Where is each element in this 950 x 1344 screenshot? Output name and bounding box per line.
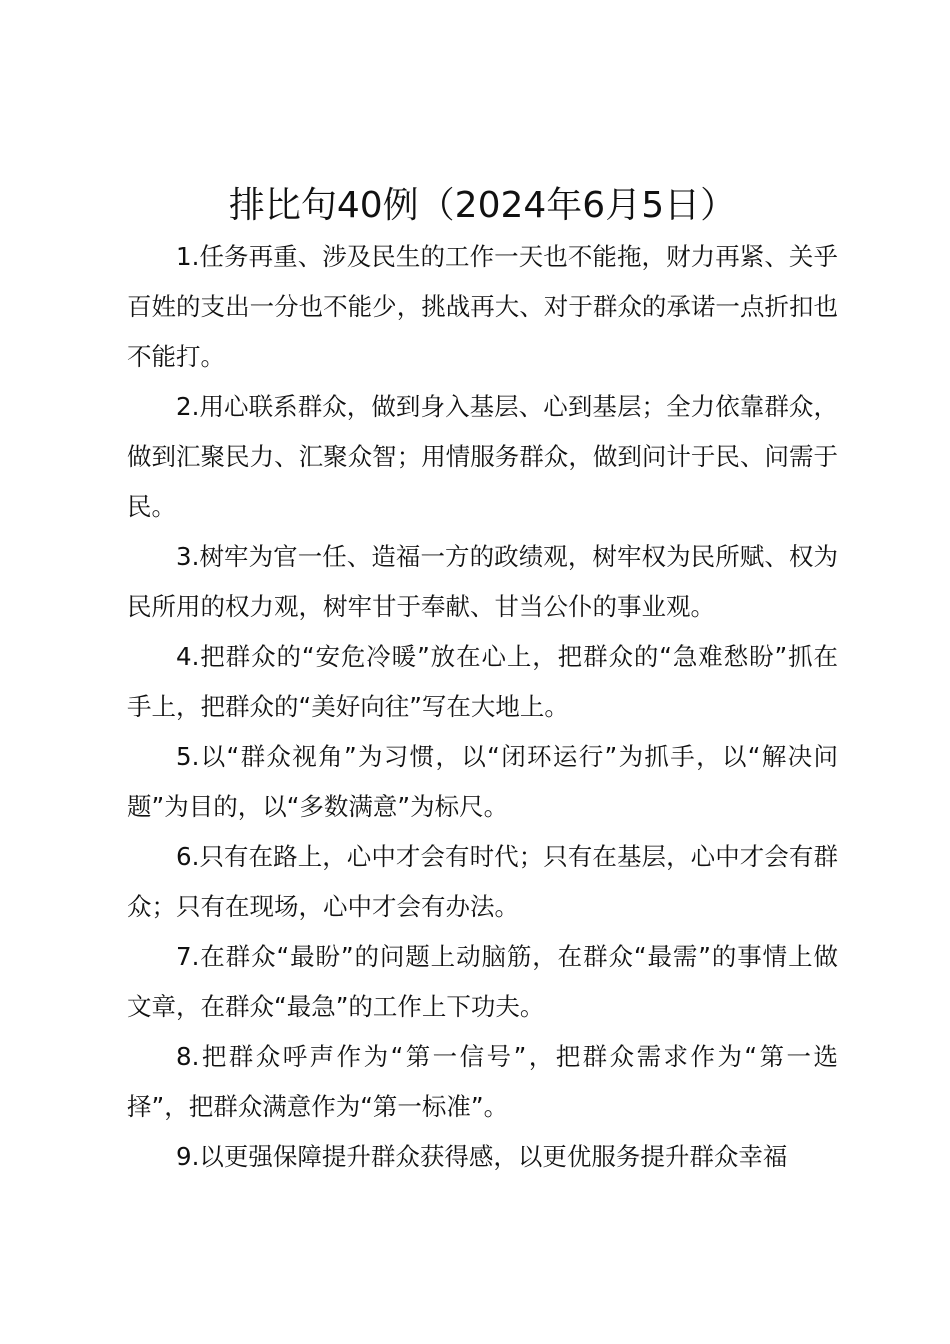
paragraph-9: 9.以更强保障提升群众获得感，以更优服务提升群众幸福 <box>176 1142 788 1171</box>
paragraph-8: 8.把群众呼声作为“第一信号”，把群众需求作为“第一选择”，把群众满意作为“第一标准”。 <box>127 1042 838 1121</box>
paragraph-1: 1.任务再重、涉及民生的工作一天也不能拖，财力再紧、关乎百姓的支出一分也不能少，挑战再大、对于群众的承诺一点折扣也不能打。 <box>127 242 838 371</box>
paragraph-4: 4.把群众的“安危冷暖”放在心上，把群众的“急难愁盼”抓在手上，把群众的“美好向往”写在大地上。 <box>127 642 838 721</box>
paragraph-6: 6.只有在路上，心中才会有时代；只有在基层，心中才会有群众；只有在现场，心中才会有办法。 <box>127 842 838 921</box>
paragraph-5: 5.以“群众视角”为习惯，以“闭环运行”为抓手，以“解决问题”为目的，以“多数满意”为标尺。 <box>127 742 838 821</box>
paragraph-7: 7.在群众“最盼”的问题上动脑筋，在群众“最需”的事情上做文章，在群众“最急”的工作上下功夫。 <box>127 942 838 1021</box>
document-title: 排比句40例（2024年6月5日） <box>228 185 737 226</box>
paragraph-2: 2.用心联系群众，做到身入基层、心到基层；全力依靠群众，做到汇聚民力、汇聚众智；用情服务群众，做到问计于民、问需于民。 <box>127 392 838 521</box>
paragraph-3: 3.树牢为官一任、造福一方的政绩观，树牢权为民所赋、权为民所用的权力观，树牢甘于奉献、甘当公仆的事业观。 <box>127 542 838 621</box>
